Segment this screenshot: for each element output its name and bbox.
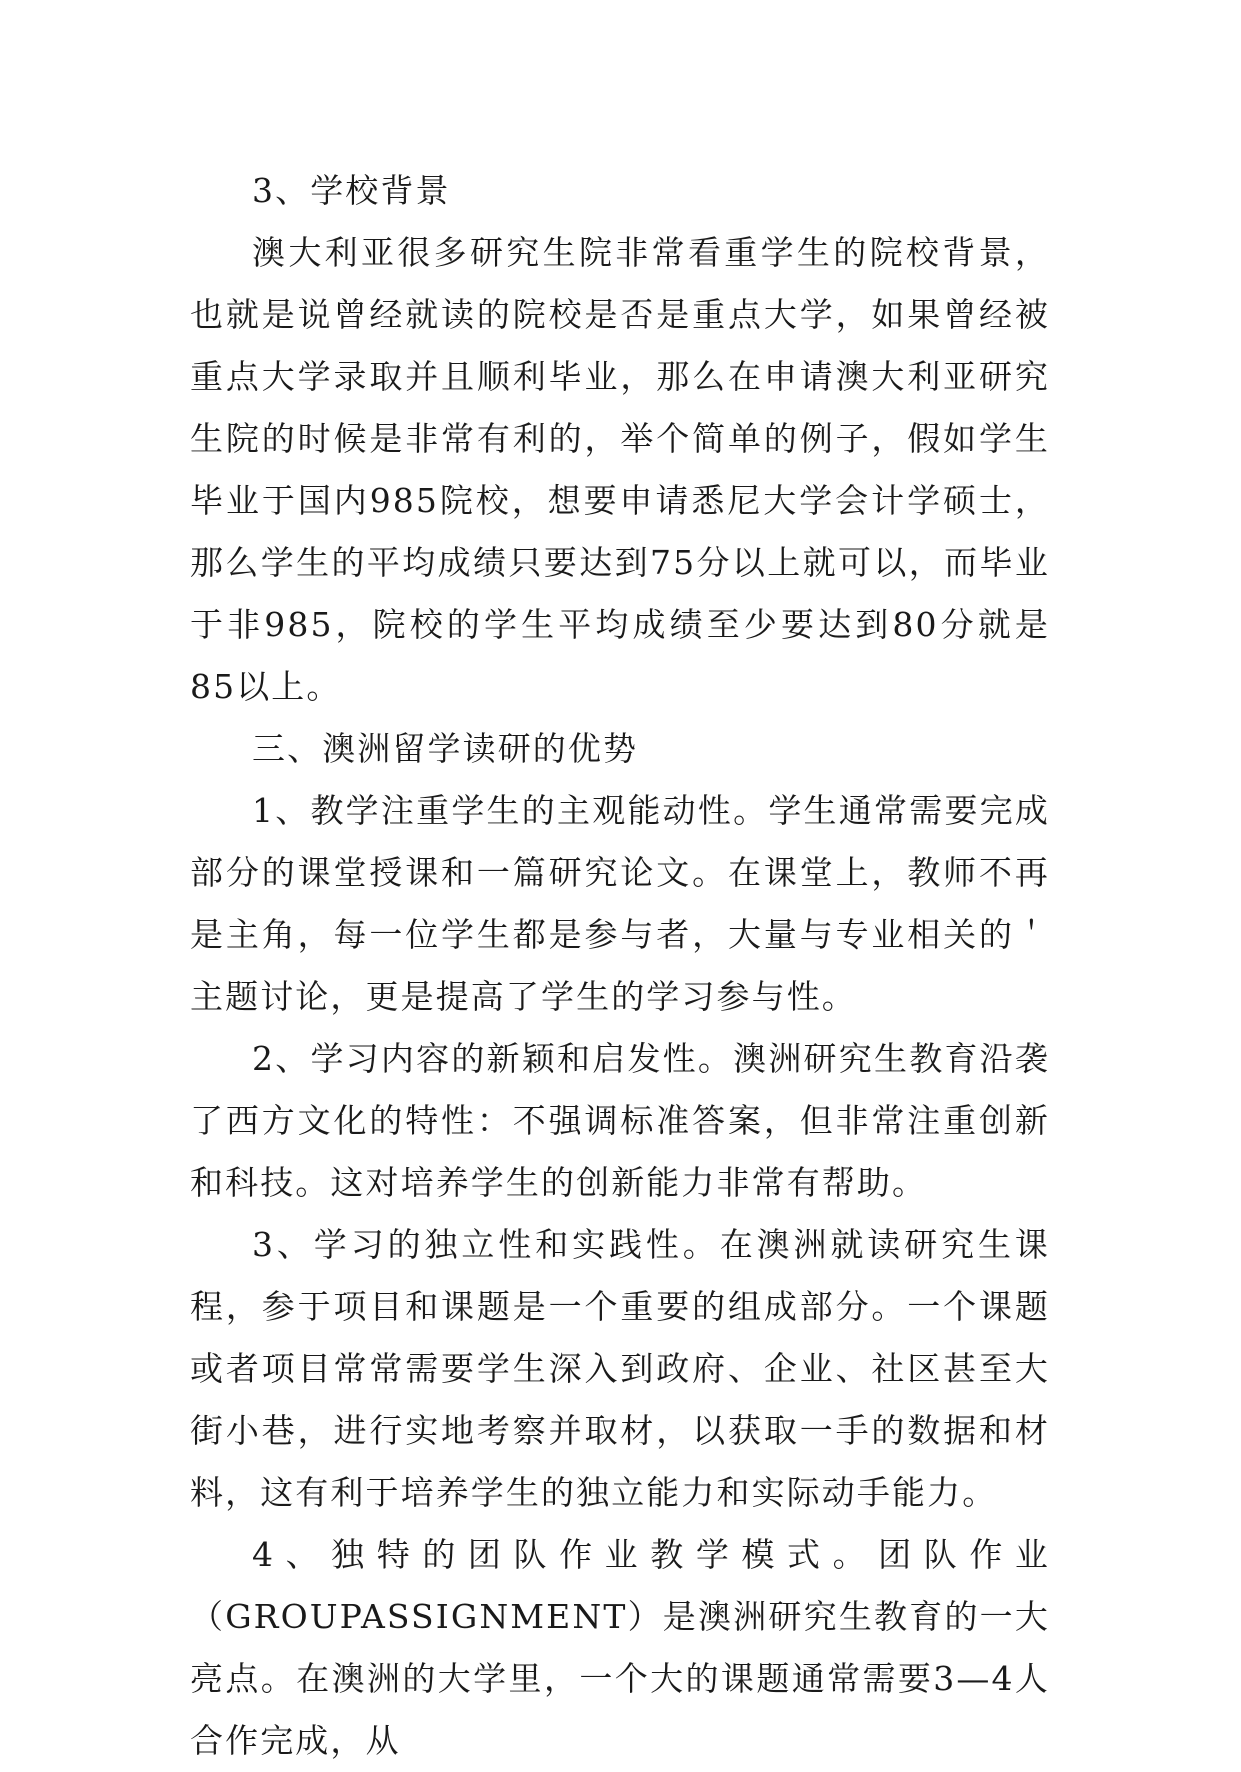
- section-heading-school-background: 3、学校背景: [252, 171, 451, 210]
- document-body: [190, 160, 1050, 1772]
- paragraph-school-background: 澳大利亚很多研究生院非常看重学生的院校背景，也就是说曾经就读的院校是否是重点大学，如果曾经被重点大学录取并且顺利毕业，那么在申请澳大利亚研究生院的时候是非常有利的，举个简单的例子，假如学生毕业于国内985院校，想要申请悉尼大学会计学硕士，那么学生的平均成绩只要达到75分以上就可以，而毕业于非985，院校的学生平均成绩至少要达到80分就是85以上。: [190, 233, 1050, 706]
- paragraph-advantage-3: 3、学习的独立性和实践性。在澳洲就读研究生课程，参于项目和课题是一个重要的组成部分。一个课题或者项目常常需要学生深入到政府、企业、社区甚至大街小巷，进行实地考察并取材，以获取一手的数据和材料，这有利于培养学生的独立能力和实际动手能力。: [190, 1225, 1050, 1512]
- paragraph-advantage-1: 1、教学注重学生的主观能动性。学生通常需要完成部分的课堂授课和一篇研究论文。在课堂上，教师不再是主角，每一位学生都是参与者，大量与专业相关的＇主题讨论，更是提高了学生的学习参与性。: [190, 791, 1050, 1016]
- paragraph-advantage-2: 2、学习内容的新颖和启发性。澳洲研究生教育沿袭了西方文化的特性：不强调标准答案，但非常注重创新和科技。这对培养学生的创新能力非常有帮助。: [190, 1039, 1050, 1202]
- section-heading-advantages: 三、澳洲留学读研的优势: [252, 729, 639, 768]
- paragraph-advantage-4: 4、独特的团队作业教学模式。团队作业（GROUPASSIGNMENT）是澳洲研究生教育的一大亮点。在澳洲的大学里，一个大的课题通常需要3—4人合作完成，从: [190, 1535, 1050, 1760]
